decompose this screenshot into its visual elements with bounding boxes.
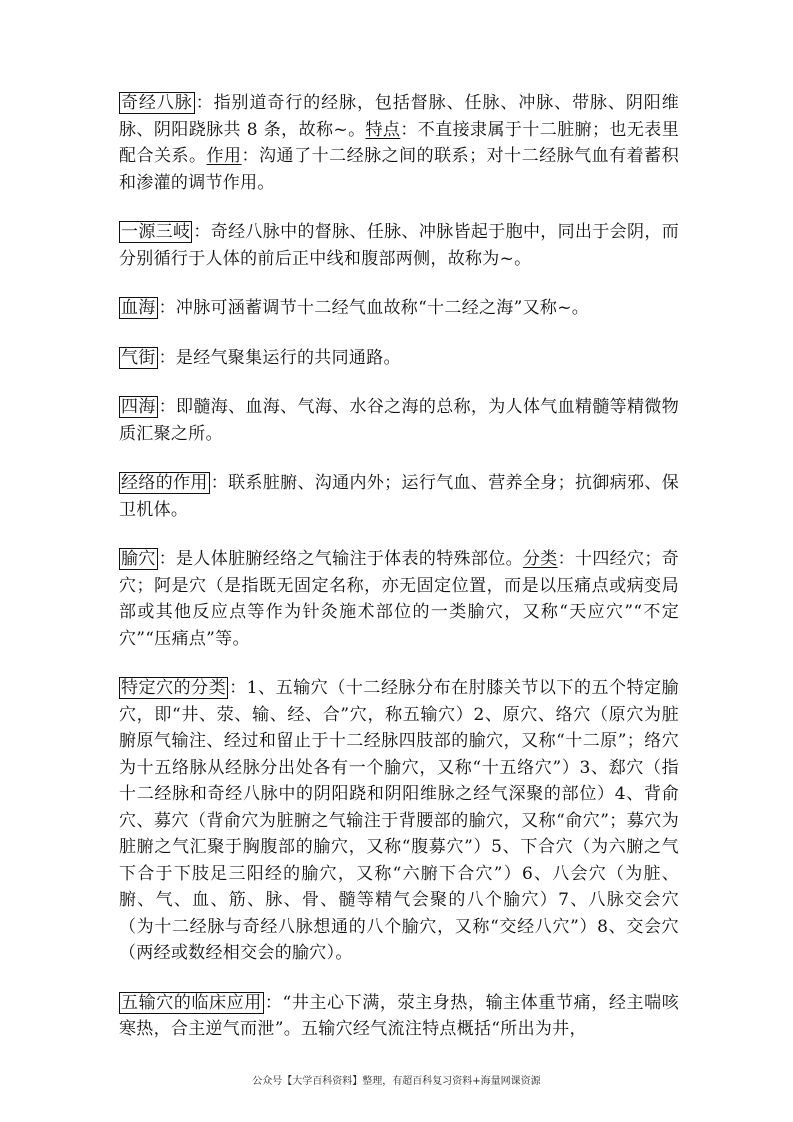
definition-text: ：是人体脏腑经络之气输注于体表的特殊部位。 — [158, 549, 523, 569]
boxed-term: 一源三岐 — [121, 222, 191, 242]
document-body — [119, 90, 679, 1066]
definition-entry — [119, 470, 679, 523]
boxed-term: 腧穴 — [121, 549, 156, 569]
definition-entry — [119, 990, 679, 1043]
definition-text: ：即髓海、血海、气海、水谷之海的总称，为人体气血精髓等精微物质汇聚之所。 — [119, 397, 680, 444]
underlined-subheading: 作用 — [206, 146, 242, 166]
definition-entry — [119, 295, 679, 322]
boxed-term: 五输穴的临床应用 — [121, 992, 262, 1013]
boxed-term: 四海 — [121, 397, 156, 417]
definition-entry — [119, 546, 679, 652]
definition-entry — [119, 219, 679, 272]
definition-text: ：指别道奇行的经脉，包括督脉、任脉、冲脉、带脉、阴阳维脉、阴阳跷脉共 8 条，故称~。 — [119, 93, 679, 140]
page-footer: 公众号【大学百科资料】整理，有超百科复习资料+海量网课资源 — [252, 1076, 541, 1087]
boxed-term: 奇经八脉 — [121, 93, 193, 113]
underlined-subheading: 特点 — [365, 119, 401, 140]
definition-text: ：沟通了十二经脉之间的联系；对十二经脉气血有着蓄积和渗灌的调节作用。 — [119, 146, 679, 193]
boxed-term: 气街 — [121, 347, 156, 368]
definition-text: ：联系脏腑、沟通内外；运行气血、营养全身；抗御病邪、保卫机体。 — [119, 473, 679, 520]
definition-entry — [119, 90, 679, 196]
definition-entry — [119, 345, 679, 372]
boxed-term: 血海 — [121, 298, 156, 318]
definition-text: ：“井主心下满，荥主身热，输主体重节痛，经主喘咳寒热，合主逆气而泄”。五输穴经气流注特点概括“所出为井， — [119, 992, 679, 1039]
definition-entry — [119, 394, 679, 447]
definition-text: ：十四经穴；奇穴；阿是穴（是指既无固定名称，亦无固定位置，而是以压痛点或病变局部或其他反应点等作为针灸施术部位的一类腧穴，又称“天应穴”“不定穴”“压痛点”等。 — [119, 549, 680, 649]
definition-text: ：是经气聚集运行的共同通路。 — [158, 347, 401, 368]
definition-entry — [119, 675, 679, 967]
boxed-term: 经络的作用 — [121, 473, 208, 493]
definition-text: ：冲脉可涵蓄调节十二经气血故称“十二经之海”又称~。 — [158, 298, 590, 318]
underlined-subheading: 分类 — [522, 549, 558, 569]
definition-text: ：不直接隶属于十二脏腑；也无表里配合关系。 — [119, 119, 679, 166]
boxed-term: 特定穴的分类 — [121, 678, 227, 698]
definition-text: ：奇经八脉中的督脉、任脉、冲脉皆起于胞中，同出于会阴，而分别循行于人体的前后正中线和腹部两侧，故称为~。 — [119, 222, 680, 269]
definition-text: ：1、五输穴（十二经脉分布在肘膝关节以下的五个特定腧穴，即“井、荥、输、经、合”穴，称五输穴）2、原穴、络穴（原穴为脏腑原气输注、经过和留止于十二经脉四肢部的腧穴，又称“十二原”；络穴为十五络脉从经脉分出处各有一个腧穴，又称“十五络穴”）3、郄穴（指十二经脉和奇经八脉中的阴阳跷和阴阳维脉之经气深聚的部位）4、背俞穴、募穴（背俞穴为脏腑之气输注于背腰部的腧穴，又称“俞穴”；募穴为脏腑之气汇聚于胸腹部的腧穴，又称“腹募穴”）5、下合穴（为六腑之气下合于下肢足三阳经的腧穴，又称“六腑下合穴”）6、八会穴（为脏、腑、气、血、筋、脉、骨、髓等精气会聚的八个腧穴）7、八脉交会穴（为十二经脉与奇经八脉想通的八个腧穴，又称“交经八穴”）8、交会穴（两经或数经相交会的腧穴）。 — [119, 678, 679, 963]
